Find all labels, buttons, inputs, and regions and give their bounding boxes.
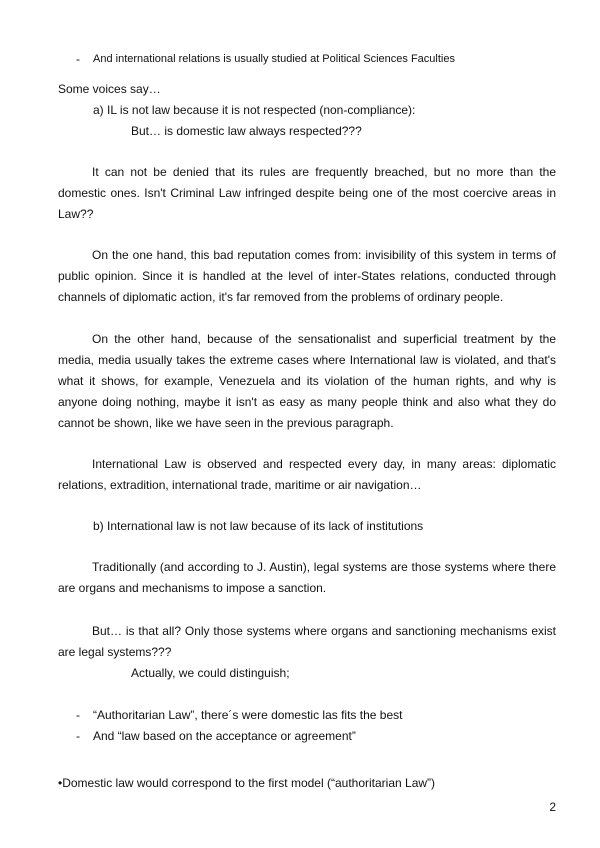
point-a-heading: a) IL is not law because it is not respected (non-compliance): — [93, 103, 416, 117]
conclusion-line: •Domestic law would correspond to the first model (“authoritarian Law”) — [58, 776, 436, 790]
paragraph-media: On the other hand, because of the sensationalist and superficial treatment by the media, media usually takes the extreme cases where International law is violated, and that's what it shows, for example, Venezuela and its violation of the human rights, and why is anyone doing nothing, maybe it isn't as easy as many people think and also what they do cannot be shown, like we have seen in the previous paragraph. — [58, 332, 556, 430]
page-number: 2 — [549, 800, 556, 814]
point-b-heading: b) International law is not law because of its lack of institutions — [93, 519, 424, 533]
paragraph-criminal-law: It can not be denied that its rules are frequently breached, but no more than the domestic ones. Isn't Criminal Law infringed despite being one of the most coercive areas in Law?? — [58, 165, 556, 221]
paragraph-observed-daily: International Law is observed and respected every day, in many areas: diplomatic relations, extradition, international trade, maritime or air navigation… — [58, 457, 556, 492]
point-a-subquestion: But… is domestic law always respected??? — [131, 124, 362, 138]
top-bullet-marker: - — [76, 52, 80, 66]
list-item-1-text: “Authoritarian Law”, there´s were domestic las fits the best — [93, 708, 403, 722]
list-item-2-text: And “law based on the acceptance or agreement” — [93, 729, 356, 743]
list-item-1-marker: - — [76, 708, 80, 722]
list-item-2-marker: - — [76, 729, 80, 743]
distinguish-line: Actually, we could distinguish; — [131, 666, 290, 680]
paragraph-is-that-all: But… is that all? Only those systems where organs and sanctioning mechanisms exist are legal systems??? — [58, 624, 556, 659]
top-bullet-text: And international relations is usually studied at Political Sciences Faculties — [93, 53, 455, 65]
intro-line: Some voices say… — [58, 82, 161, 96]
paragraph-austin: Traditionally (and according to J. Austin), legal systems are those systems where there are organs and mechanisms to impose a sanction. — [58, 560, 556, 595]
paragraph-bad-reputation: On the one hand, this bad reputation comes from: invisibility of this system in terms of public opinion. Since it is handled at the level of inter-States relations, conducted through channels of diplomatic action, it's far removed from the problems of ordinary people. — [58, 248, 556, 304]
